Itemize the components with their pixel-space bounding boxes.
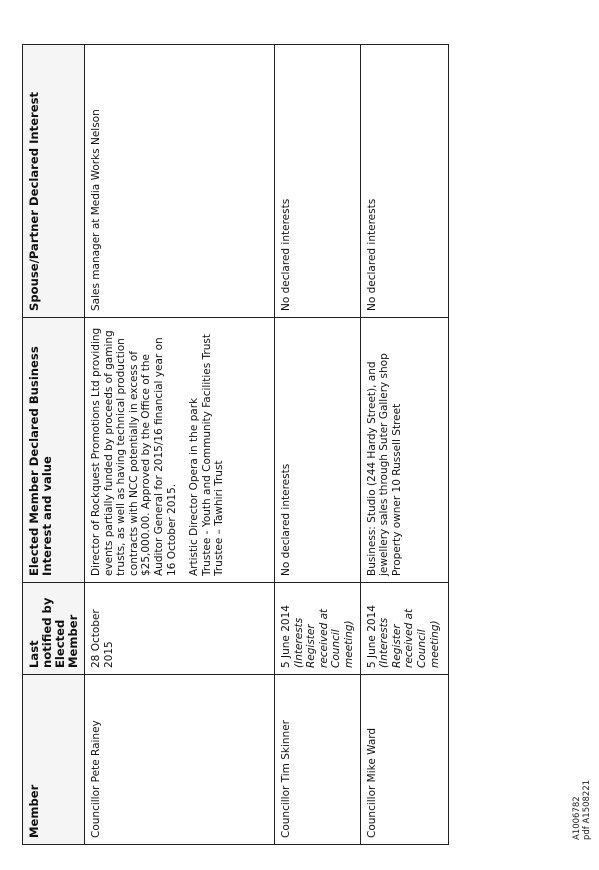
cell-interest <box>360 318 448 583</box>
cell-spouse: No declared interests <box>360 45 448 318</box>
header-member: Member <box>23 675 85 845</box>
cell-member: Councillor Mike Ward <box>360 675 448 845</box>
cell-spouse: Sales manager at Media Works Nelson <box>85 45 275 318</box>
table-header-row <box>23 45 85 845</box>
notified-date: 28 October 2015 <box>90 609 115 668</box>
cell-member: Councillor Tim Skinner <box>275 675 361 845</box>
notified-date: 5 June 2014 <box>280 605 292 668</box>
header-spouse-interest: Spouse/Partner Declared Interest <box>23 45 85 318</box>
cell-notified <box>85 583 275 675</box>
interest-line: Trustee - Youth and Community Facilities Trust <box>200 334 213 576</box>
table-row <box>275 45 361 845</box>
cell-interest <box>85 318 275 583</box>
cell-interest <box>275 318 361 583</box>
interest-line: Trustee – Tawhiri Trust <box>213 460 226 576</box>
notified-date: 5 June 2014 <box>365 605 378 668</box>
pdf-ref: pdf A1508221 <box>582 779 592 840</box>
interest-line: Director of Rockquest Promotions Ltd providing events partially funded by proceeds of gaming trusts, as well as having technical production contracts with NCC potentially in excess of $25,000.00. Approved by the Office of the Auditor General for 2015/16 financial year on 16 October 2015. <box>90 327 178 576</box>
interest-line: No declared interests <box>280 463 292 576</box>
notified-note: (Interests Register received at Council meeting) <box>292 608 355 668</box>
cell-notified <box>360 583 448 675</box>
table-row <box>360 45 448 845</box>
header-last-notified: Last notified by Elected Member <box>23 583 85 675</box>
doc-ref: A1006782 <box>572 796 582 840</box>
rotated-table-container <box>22 45 441 845</box>
interests-table <box>22 44 449 845</box>
cell-spouse: No declared interests <box>275 45 361 318</box>
document-reference <box>572 780 592 840</box>
interest-line: Property owner 10 Russell Street <box>390 403 403 576</box>
interest-line: Business: Studio (244 Hardy Street), and jewellery sales through Suter Gallery shop <box>365 353 391 576</box>
notified-note: (Interests Register received at Council meeting) <box>378 608 441 668</box>
interest-line: Artistic Director Opera in the park <box>188 397 201 576</box>
table-row <box>85 45 275 845</box>
cell-member: Councillor Pete Rainey <box>85 675 275 845</box>
cell-notified <box>275 583 361 675</box>
header-member-interest: Elected Member Declared Business Interest and value <box>23 318 85 583</box>
